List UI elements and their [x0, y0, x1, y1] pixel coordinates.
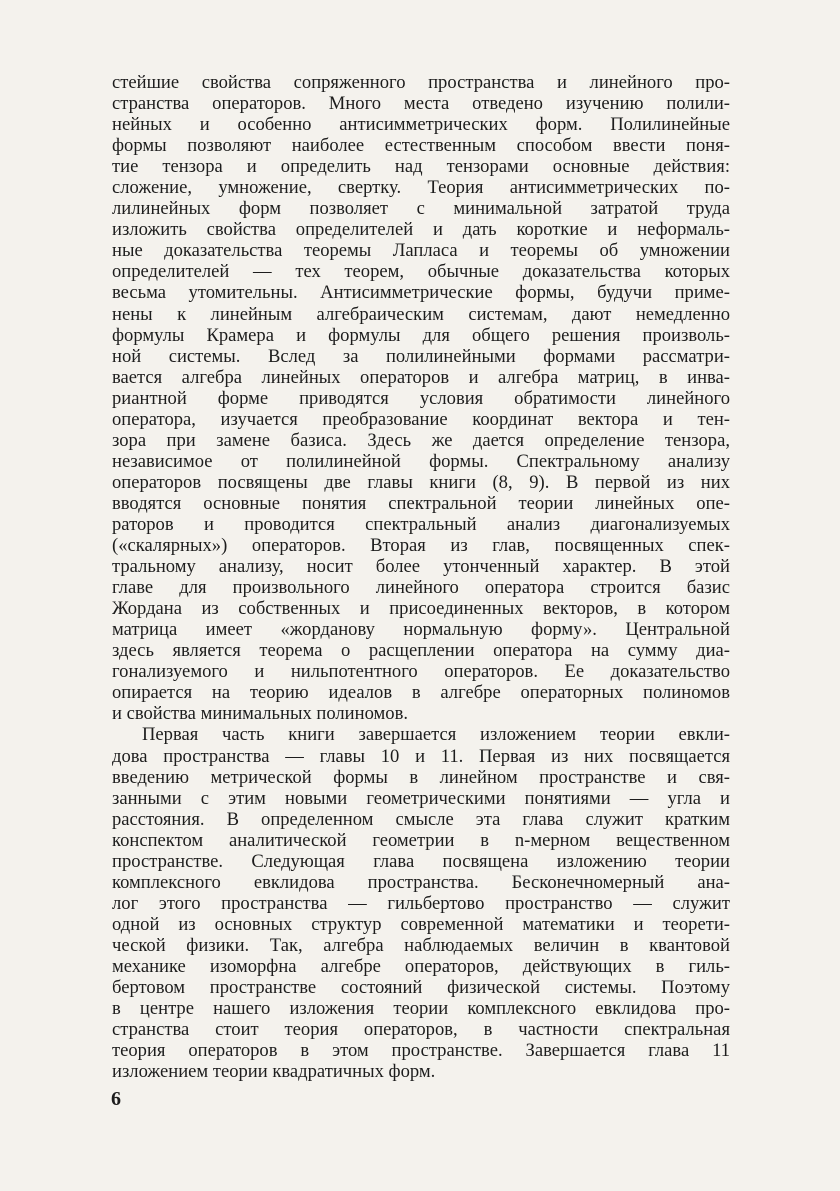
text-line: оператора, изучается преобразование координат вектора и тен- — [112, 408, 730, 430]
text-line: пространстве. Следующая глава посвящена изложению теории — [112, 850, 730, 872]
text-line: Жордана из собственных и присоединенных векторов, в котором — [112, 598, 730, 620]
text-line: ные доказательства теоремы Лапласа и теоремы об умножении — [112, 240, 730, 262]
text-line: конспектом аналитической геометрии в n-мерном вещественном — [112, 829, 730, 851]
text-line: введению метрической формы в линейном пространстве и свя- — [112, 766, 730, 788]
text-line: операторов посвящены две главы книги (8, 9). В первой из них — [112, 471, 730, 493]
page-number: 6 — [111, 1088, 121, 1110]
text-line: бертовом пространстве состояний физической системы. Поэтому — [112, 977, 730, 999]
text-line: в центре нашего изложения теории комплексного евклидова про- — [112, 998, 730, 1020]
text-line: лилинейных форм позволяет с минимальной затратой труда — [112, 198, 730, 220]
text-line: зора при замене базиса. Здесь же дается определение тензора, — [112, 429, 730, 451]
text-line: нейных и особенно антисимметрических форм. Полилинейные — [112, 114, 730, 136]
text-line: расстояния. В определенном смысле эта глава служит кратким — [112, 808, 730, 830]
text-line: весьма утомительны. Антисимметрические формы, будучи приме- — [112, 282, 730, 304]
paragraph-2 — [112, 724, 730, 1082]
text-line: вводятся основные понятия спектральной теории линейных опе- — [112, 492, 730, 514]
text-line: странства операторов. Много места отведено изучению полили- — [112, 93, 730, 115]
text-line: и свойства минимальных полиномов. — [112, 703, 409, 725]
text-line: ческой физики. Так, алгебра наблюдаемых величин в квантовой — [112, 934, 730, 956]
text-line: тие тензора и определить над тензорами основные действия: — [112, 156, 730, 178]
text-line: опирается на теорию идеалов в алгебре операторных полиномов — [112, 682, 730, 704]
text-line: вается алгебра линейных операторов и алгебра матриц, в инва- — [112, 366, 730, 388]
text-line: Первая часть книги завершается изложением теории евкли- — [142, 724, 730, 746]
text-line: ной системы. Вслед за полилинейными формами рассматри- — [112, 345, 730, 367]
text-line: формулы Крамера и формулы для общего решения произволь- — [112, 324, 730, 346]
text-line: формы позволяют наиболее естественным способом ввести поня- — [112, 135, 730, 157]
text-line: изложить свойства определителей и дать короткие и неформаль- — [112, 219, 730, 241]
text-line: занными с этим новыми геометрическими понятиями — угла и — [112, 787, 730, 809]
text-line: определителей — тех теорем, обычные доказательства которых — [112, 261, 730, 283]
text-line: здесь является теорема о расщеплении оператора на сумму диа- — [112, 640, 730, 662]
text-line: раторов и проводится спектральный анализ диагонализуемых — [112, 513, 730, 535]
text-line: нены к линейным алгебраическим системам, дают немедленно — [112, 303, 730, 325]
text-line: главе для произвольного линейного оператора строится базис — [112, 577, 730, 599]
text-line: дова пространства — главы 10 и 11. Первая из них посвящается — [112, 745, 730, 767]
text-line: («скалярных») операторов. Вторая из глав, посвященных спек- — [112, 535, 730, 557]
text-line: стейшие свойства сопряженного пространства и линейного про- — [112, 72, 730, 93]
text-line: одной из основных структур современной математики и теорети- — [112, 913, 730, 935]
text-line: комплексного евклидова пространства. Бесконечномерный ана- — [112, 871, 730, 893]
text-line: лог этого пространства — гильбертово пространство — служит — [112, 892, 730, 914]
text-line: тральному анализу, носит более утонченный характер. В этой — [112, 556, 730, 578]
text-line: механике изоморфна алгебре операторов, действующих в гиль- — [112, 955, 730, 977]
text-line: риантной форме приводятся условия обратимости линейного — [112, 387, 730, 409]
paragraph-1 — [112, 72, 730, 724]
text-line: теория операторов в этом пространстве. Завершается глава 11 — [112, 1040, 730, 1062]
text-line: странства стоит теория операторов, в частности спектральная — [112, 1019, 730, 1041]
text-line: независимое от полилинейной формы. Спектральному анализу — [112, 450, 730, 472]
text-line: гонализуемого и нильпотентного операторов. Ее доказательство — [112, 661, 730, 683]
text-line: матрица имеет «жорданову нормальную форму». Центральной — [112, 619, 730, 641]
text-line: изложением теории квадратичных форм. — [112, 1061, 436, 1083]
body-text — [112, 72, 730, 1082]
text-line: сложение, умножение, свертку. Теория антисимметрических по- — [112, 177, 730, 199]
